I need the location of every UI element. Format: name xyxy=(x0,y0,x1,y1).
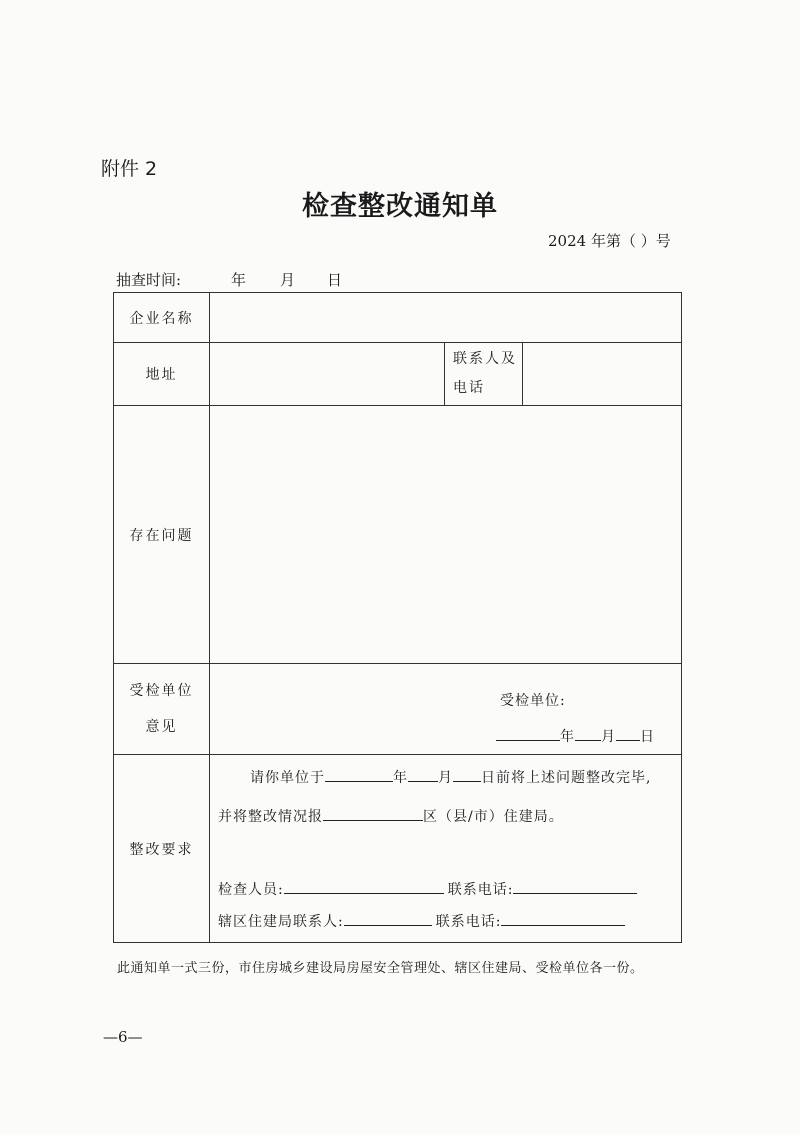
company-name-field[interactable] xyxy=(210,293,682,343)
rect-year-unit: 年 xyxy=(393,770,408,786)
issues-label: 存在问题 xyxy=(114,406,210,664)
contact-label-line1: 联系人及 xyxy=(453,351,517,367)
opinion-unit-label: 受检单位: xyxy=(500,693,566,709)
footnote: 此通知单一式三份，市住房城乡建设局房屋安全管理处、辖区住建局、受检单位各一份。 xyxy=(117,961,644,976)
contact-field[interactable] xyxy=(523,343,682,406)
rect-day-blank[interactable] xyxy=(453,767,481,782)
inspector-label: 检查人员: xyxy=(218,882,284,898)
company-name-label: 企业名称 xyxy=(114,293,210,343)
inspector-phone-blank[interactable] xyxy=(513,879,637,894)
rect-p2-prefix: 并将整改情况报 xyxy=(218,809,323,825)
opinion-year-unit: 年 xyxy=(560,729,575,745)
rectification-form xyxy=(113,292,682,943)
page-number: —6— xyxy=(103,1028,143,1046)
rect-year-blank[interactable] xyxy=(325,767,393,782)
rect-month-blank[interactable] xyxy=(408,767,438,782)
rect-month-unit: 月 xyxy=(438,770,453,786)
opinion-label xyxy=(114,664,210,755)
inspector-blank[interactable] xyxy=(284,879,444,894)
rect-p1-suffix: 日前将上述问题整改完毕, xyxy=(481,770,652,786)
district-phone-label: 联系电话: xyxy=(435,914,502,930)
contact-label-line2: 电话 xyxy=(453,380,485,396)
rectification-line-1 xyxy=(250,767,651,787)
opinion-day-blank[interactable] xyxy=(616,726,640,741)
contact-label xyxy=(445,343,523,406)
issues-field[interactable] xyxy=(210,406,682,664)
rect-p1-prefix: 请你单位于 xyxy=(250,770,325,786)
rectification-line-2 xyxy=(218,806,564,826)
district-contact-line xyxy=(218,911,625,931)
document-number: 2024 年第（ ）号 xyxy=(548,232,671,250)
rect-p2-suffix: 区（县/市）住建局。 xyxy=(423,809,564,825)
opinion-year-blank[interactable] xyxy=(496,726,560,741)
inspection-month-unit: 月 xyxy=(280,271,296,289)
opinion-label-line1: 受检单位 xyxy=(129,683,194,699)
attachment-label: 附件 2 xyxy=(101,158,158,180)
inspector-line xyxy=(218,879,637,899)
opinion-month-blank[interactable] xyxy=(575,726,601,741)
opinion-day-unit: 日 xyxy=(640,729,655,745)
inspection-date-label: 抽查时间: xyxy=(116,271,182,289)
district-contact-label: 辖区住建局联系人: xyxy=(218,914,344,930)
district-contact-blank[interactable] xyxy=(344,911,432,926)
opinion-label-line2: 意见 xyxy=(145,719,178,735)
district-phone-blank[interactable] xyxy=(501,911,625,926)
page-title: 检查整改通知单 xyxy=(302,191,498,222)
address-label: 地址 xyxy=(114,343,210,406)
inspection-year-unit: 年 xyxy=(231,271,247,289)
rectification-label: 整改要求 xyxy=(114,755,210,943)
inspection-day-unit: 日 xyxy=(327,271,343,289)
address-field[interactable] xyxy=(210,343,445,406)
opinion-field[interactable] xyxy=(210,664,682,755)
inspection-date-row xyxy=(116,269,342,290)
rect-district-blank[interactable] xyxy=(323,806,423,821)
inspector-phone-label: 联系电话: xyxy=(447,882,514,898)
rectification-field xyxy=(210,755,682,943)
opinion-month-unit: 月 xyxy=(601,729,616,745)
opinion-date-line xyxy=(496,726,655,746)
